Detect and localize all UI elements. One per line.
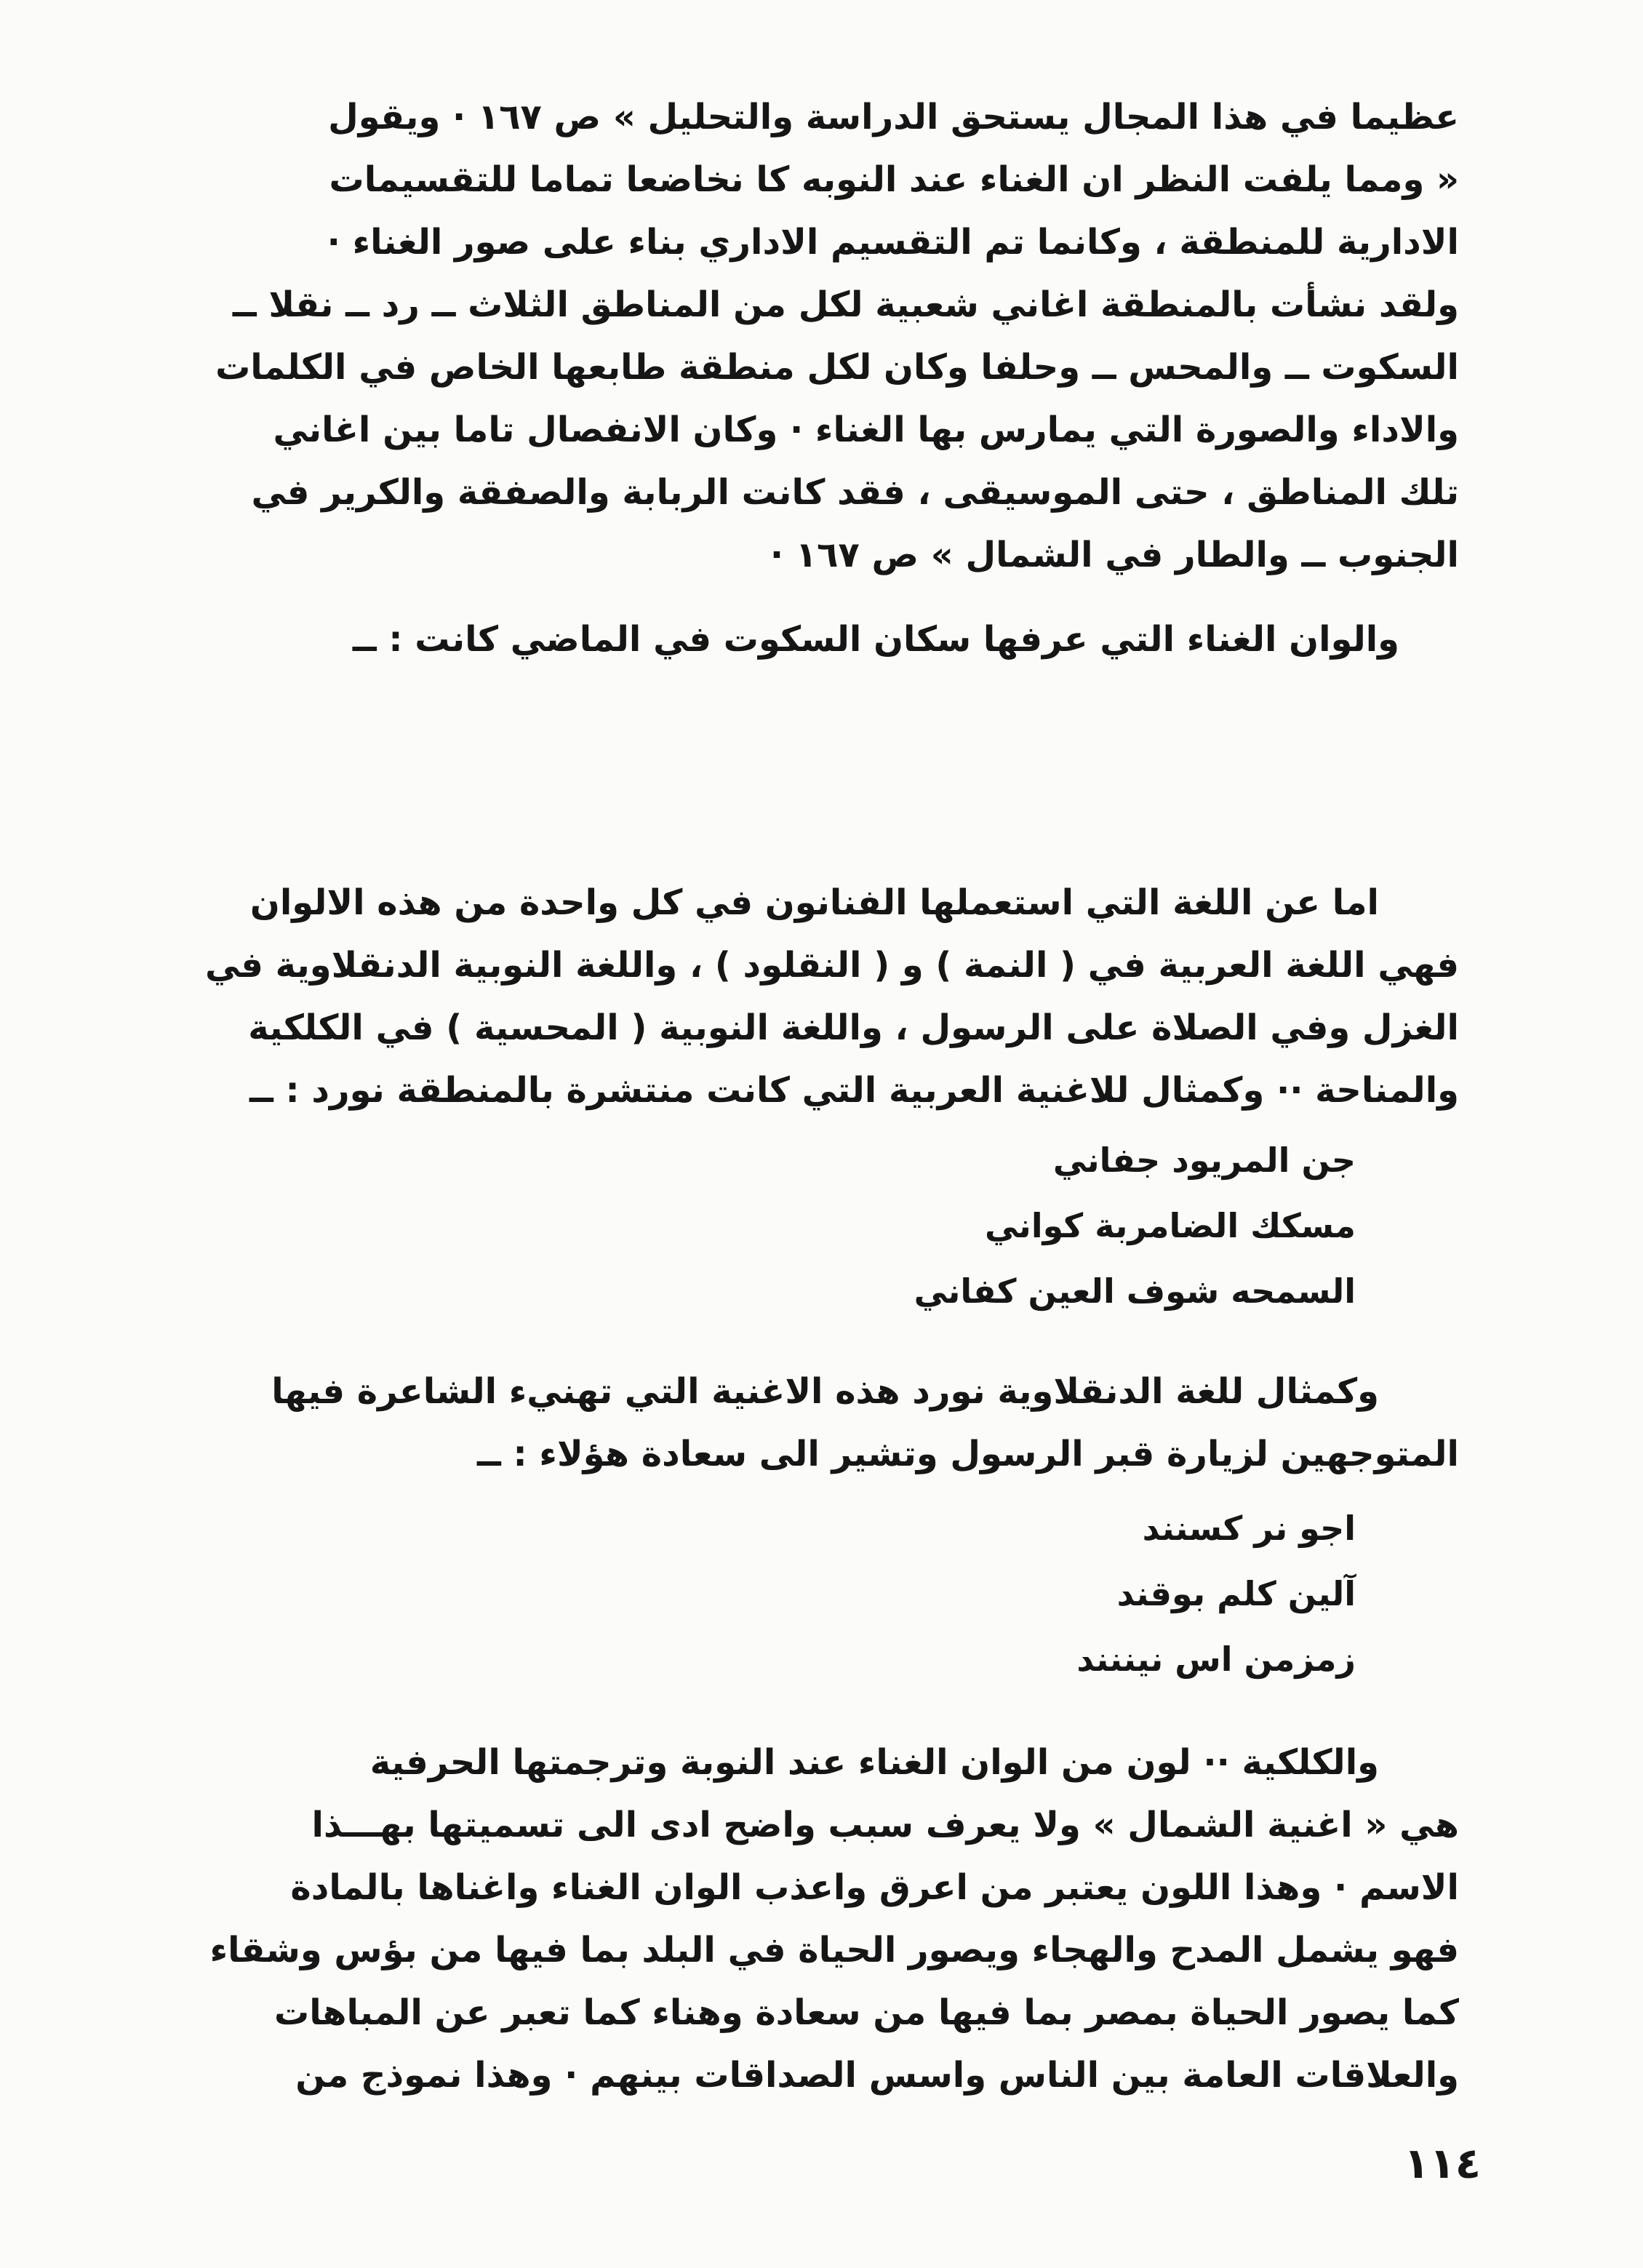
text-line: ولقد نشأت بالمنطقة اغاني شعبية لكل من المناطق الثلاث ــ رد ــ نقلا ــ (232, 284, 1459, 325)
paragraph-4 (191, 1731, 1459, 2107)
text-line: تلك المناطق ، حتى الموسيقى ، فقد كانت الربابة والصفقة والكرير في (251, 472, 1459, 513)
verse-arabic (628, 1127, 1356, 1324)
text-line: « ومما يلفت النظر ان الغناء عند النوبه كا نخاضعا تماما للتقسيمات (329, 159, 1459, 200)
text-line: الادارية للمنطقة ، وكانما تم التقسيم الاداري بناء على صور الغناء · (327, 222, 1459, 263)
text-line: والاداء والصورة التي يمارس بها الغناء · وكان الانفصال تاما بين اغاني (273, 410, 1459, 450)
text-line: والعلاقات العامة بين الناس واسس الصداقات بينهم · وهذا نموذج من (295, 2055, 1459, 2096)
text-line: الغزل وفي الصلاة على الرسول ، واللغة النوبية ( المحسية ) في الكلكية (248, 1007, 1459, 1048)
paragraph-2 (191, 871, 1459, 1122)
text-line: كما يصور الحياة بمصر بما فيها من سعادة وهناء كما تعبر عن المباهات (274, 1992, 1459, 2033)
text-line: وكمثال للغة الدنقلاوية نورد هذه الاغنية التي تهنيء الشاعرة فيها (271, 1371, 1379, 1412)
verse-line: السمحه شوف العين كفاني (914, 1271, 1356, 1311)
text-line: عظيما في هذا المجال يستحق الدراسة والتحليل » ص ١٦٧ · ويقول (328, 97, 1459, 137)
text-line: والوان الغناء التي عرفها سكان السكوت في الماضي كانت : ــ (352, 619, 1399, 660)
verse-dongolawi (628, 1496, 1356, 1692)
verse-line: اجو نر كسنند (1142, 1509, 1356, 1548)
text-line: اما عن اللغة التي استعملها الفنانون في كل واحدة من هذه الالوان (249, 882, 1379, 923)
page-number: ١١٤ (1404, 2139, 1482, 2188)
verse-line: آلين كلم بوقند (1116, 1574, 1356, 1613)
text-line: المتوجهين لزيارة قبر الرسول وتشير الى سعادة هؤلاء : ــ (476, 1434, 1459, 1474)
text-line: فهو يشمل المدح والهجاء ويصور الحياة في البلد بما فيها من بؤس وشقاء (209, 1930, 1459, 1970)
text-line: فهي اللغة العربية في ( النمة ) و ( النقلود ) ، واللغة النوبية الدنقلاوية في (204, 945, 1459, 986)
genres-intro (236, 608, 1399, 671)
verse-line: جن المريود جفاني (1052, 1141, 1356, 1180)
paragraph-1 (191, 86, 1459, 586)
verse-line: مسكك الضامربة كواني (985, 1206, 1356, 1245)
paragraph-3 (191, 1360, 1459, 1485)
text-line: والمناحة ·· وكمثال للاغنية العربية التي كانت منتشرة بالمنطقة نورد : ــ (249, 1070, 1459, 1111)
verse-line: زمزمن اس نيننند (1076, 1640, 1356, 1679)
text-line: هي « اغنية الشمال » ولا يعرف سبب واضح ادى الى تسميتها بهـــذا (311, 1805, 1459, 1845)
text-line: السكوت ــ والمحس ــ وحلفا وكان لكل منطقة طابعها الخاص في الكلمات (215, 347, 1459, 388)
text-line: والكلكية ·· لون من الوان الغناء عند النوبة وترجمتها الحرفية (369, 1742, 1379, 1783)
text-line: الجنوب ــ والطار في الشمال » ص ١٦٧ · (769, 535, 1459, 575)
text-line: الاسم · وهذا اللون يعتبر من اعرق واعذب الوان الغناء واغناها بالمادة (290, 1867, 1459, 1908)
